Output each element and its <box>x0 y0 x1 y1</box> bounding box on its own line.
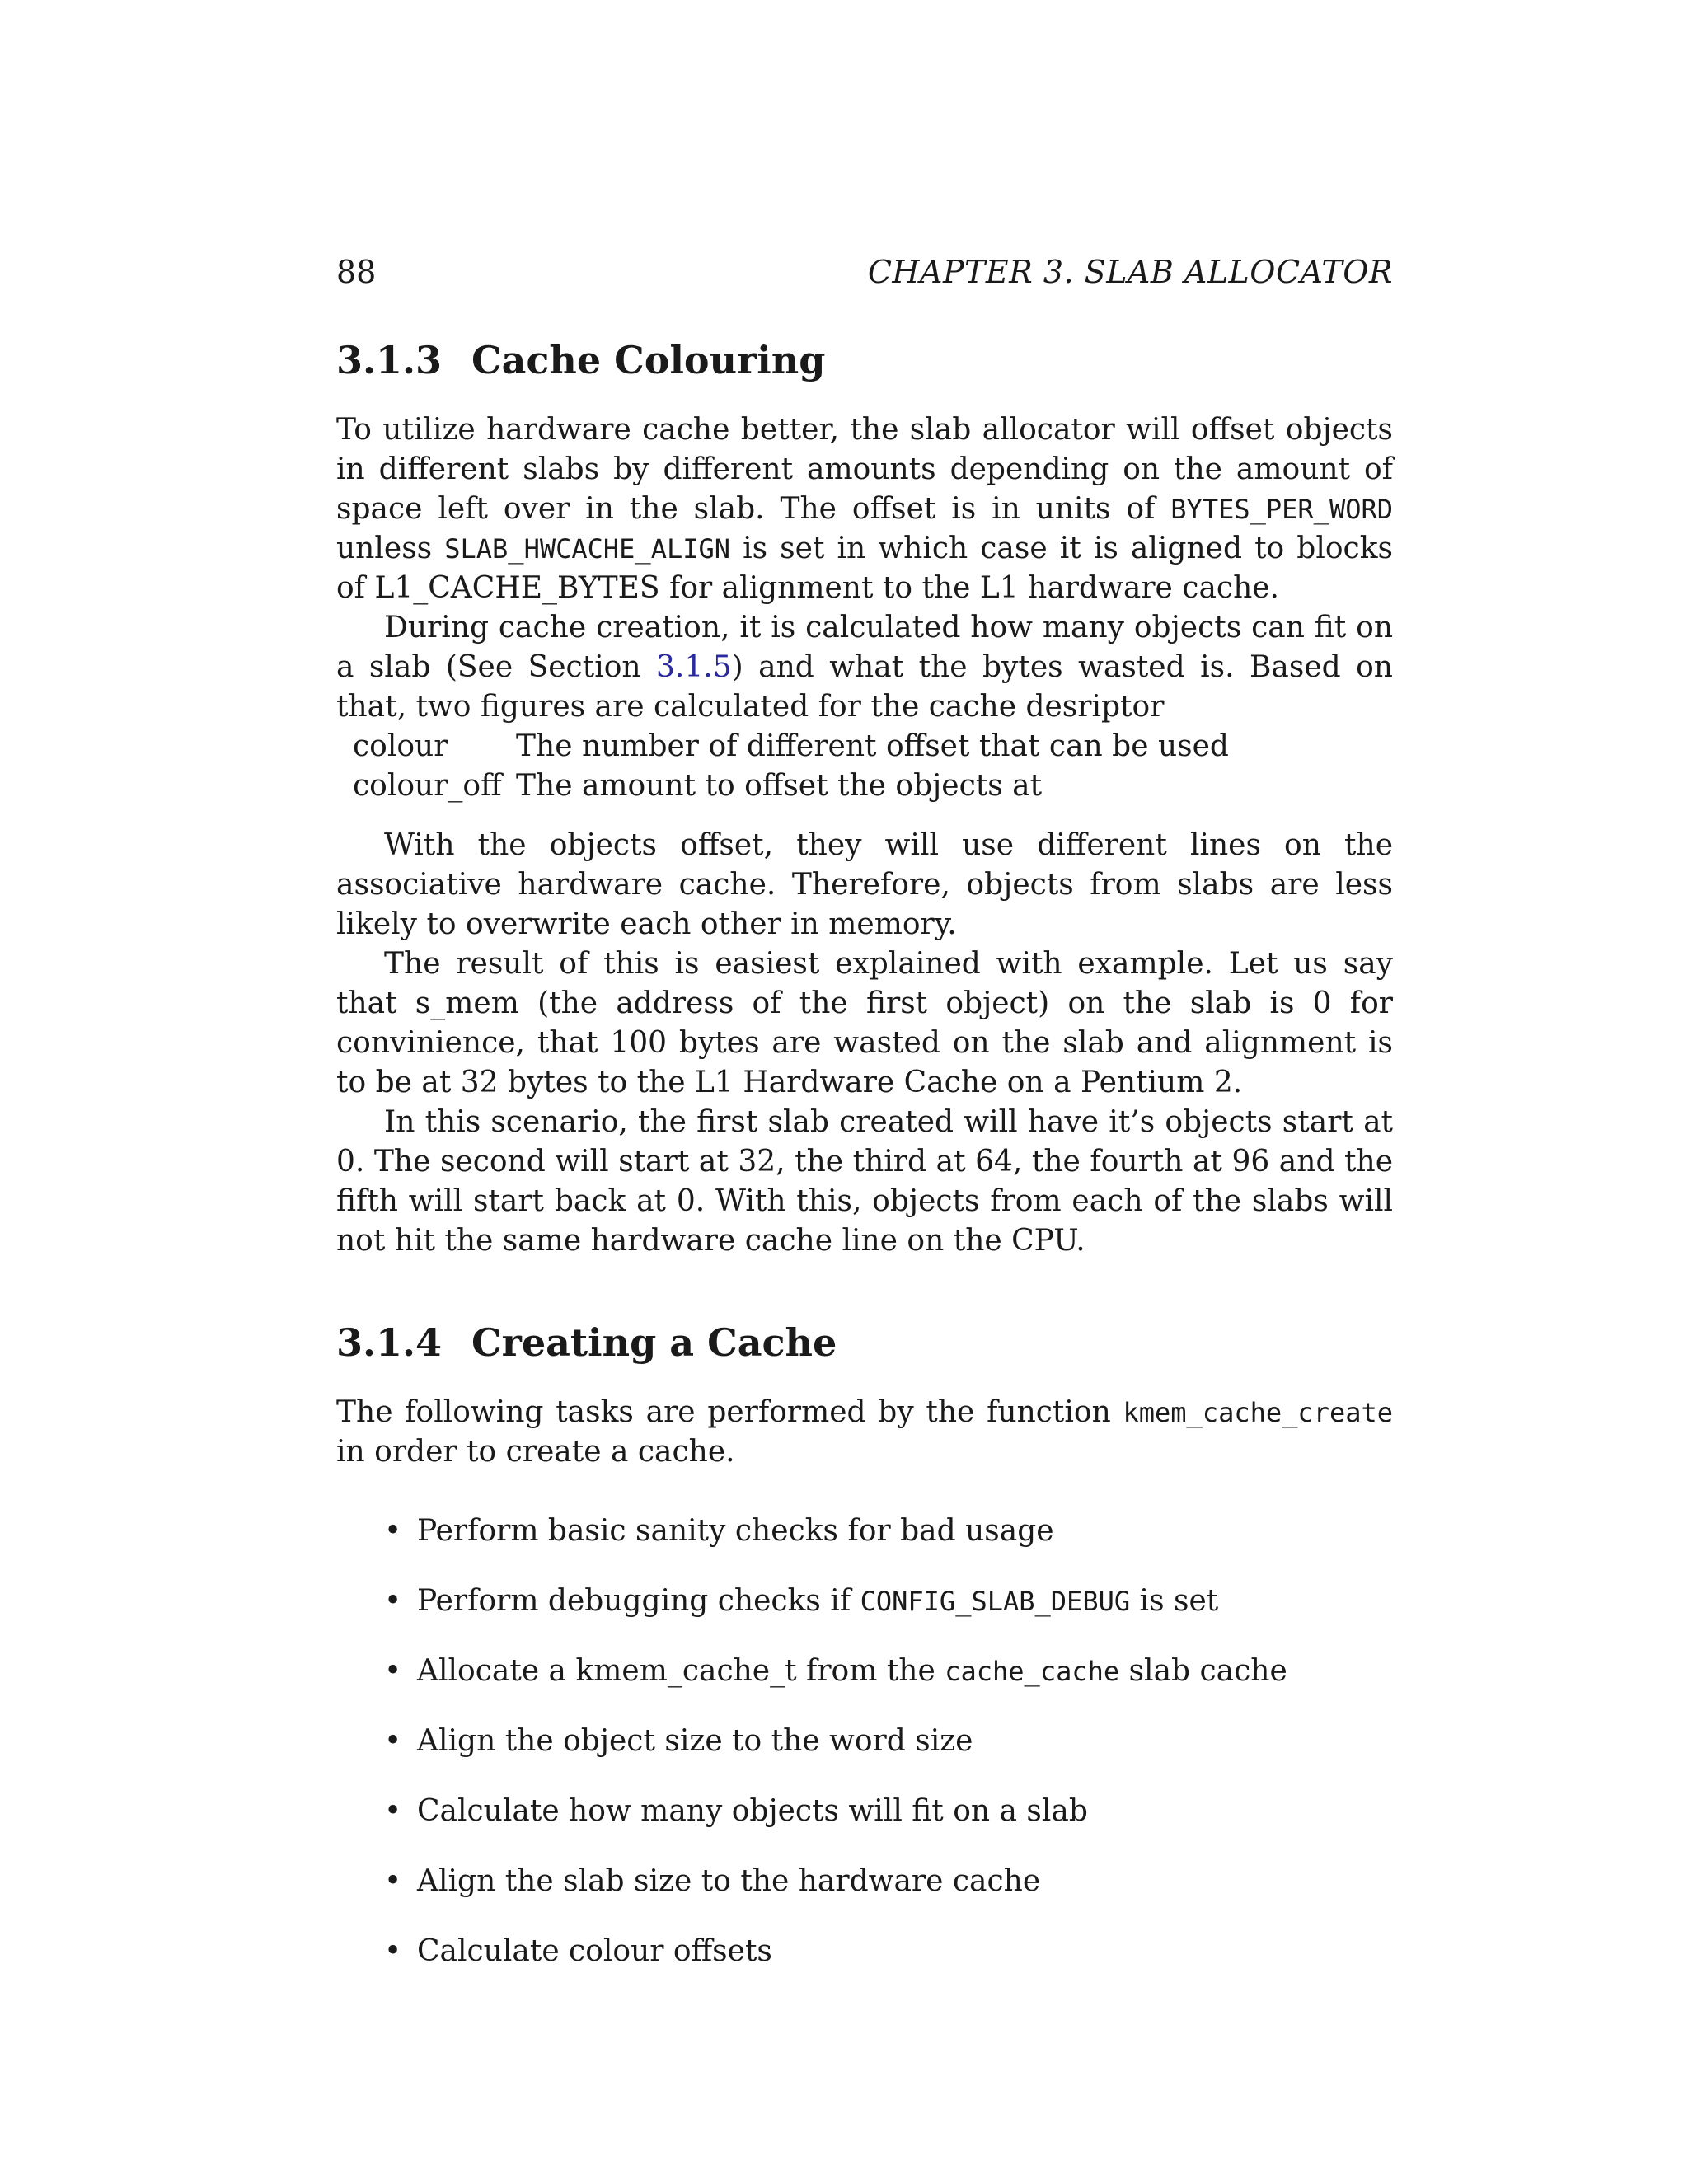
bullet-icon: • <box>384 1514 402 1548</box>
definition-row <box>353 766 1393 806</box>
code-bytes-per-word: BYTES_PER_WORD <box>1170 494 1393 525</box>
list-item: • Perform debugging checks if CONFIG_SLAB_DEBUG is set <box>384 1582 1393 1621</box>
definition-description: The amount to offset the objects at <box>516 769 1043 803</box>
paragraph: The following tasks are performed by the function kmem_cache_create in order to create a cache. <box>336 1395 1393 1469</box>
list-item: • Calculate colour offsets <box>384 1932 1393 1971</box>
list-item: • Align the object size to the word size <box>384 1722 1393 1761</box>
page-number: 88 <box>336 254 377 290</box>
bullet-icon: • <box>384 1934 402 1968</box>
section-body-creating-a-cache <box>336 1393 1393 1472</box>
paragraph: In this scenario, the first slab created will have it’s objects start at 0. The second will start at 32, the third at 64, the fourth at 96 and the fifth will start back at 0. With this, objects from each of the slabs will not hit the same hardware cache line on the CPU. <box>336 1105 1393 1258</box>
list-item: • Align the slab size to the hardware cache <box>384 1862 1393 1901</box>
section-body-cache-colouring <box>336 410 1393 727</box>
section-title: Creating a Cache <box>471 1320 837 1365</box>
section-number: 3.1.4 <box>336 1320 443 1365</box>
bullet-icon: • <box>384 1864 402 1898</box>
definition-term: colour <box>353 729 448 763</box>
code-config-slab-debug: CONFIG_SLAB_DEBUG <box>860 1586 1131 1617</box>
code-kmem-cache-create: kmem_cache_create <box>1123 1397 1393 1428</box>
definition-description: The number of different offset that can be used <box>516 729 1229 763</box>
code-cache-cache: cache_cache <box>945 1656 1120 1687</box>
section-number: 3.1.3 <box>336 338 443 382</box>
section-heading-cache-colouring <box>336 331 1393 389</box>
definition-term: colour_off <box>353 769 502 803</box>
task-list <box>336 1511 1393 1971</box>
document-page <box>336 247 1393 2002</box>
list-item: • Calculate how many objects will fit on a slab <box>384 1792 1393 1831</box>
paragraph: To utilize hardware cache better, the slab allocator will offset objects in different slabs by different amounts depending on the amount of space left over in the slab. The offset is in units of BYTES_PER_WORD unless SLAB_HWCACHE_ALIGN is set in which case it is aligned to blocks of L1_CACHE_BYTES for alignment to the L1 hardware cache. <box>336 413 1393 605</box>
list-item: • Perform basic sanity checks for bad usage <box>384 1511 1393 1551</box>
section-body-cache-colouring-continued <box>336 826 1393 1261</box>
bullet-icon: • <box>384 1654 402 1688</box>
running-header <box>336 247 1393 297</box>
paragraph: The result of this is easiest explained with example. Let us say that s_mem (the address of the first object) on the slab is 0 for convinience, that 100 bytes are wasted on the slab and alignment is to be at 32 bytes to the L1 Hardware Cache on a Pentium 2. <box>336 947 1393 1099</box>
section-title: Cache Colouring <box>471 338 826 382</box>
chapter-title: CHAPTER 3. SLAB ALLOCATOR <box>867 254 1393 290</box>
section-heading-creating-a-cache <box>336 1314 1393 1371</box>
definition-row <box>353 727 1393 766</box>
bullet-icon: • <box>384 1794 402 1828</box>
bullet-icon: • <box>384 1584 402 1618</box>
section-reference-link[interactable]: 3.1.5 <box>656 650 732 684</box>
list-item: • Allocate a kmem_cache_t from the cache_cache slab cache <box>384 1652 1393 1691</box>
paragraph: During cache creation, it is calculated how many objects can fit on a slab (See Section 3.1.5) and what the bytes wasted is. Based on that, two figures are calculated for the cache desriptor <box>336 611 1393 724</box>
paragraph: With the objects offset, they will use different lines on the associative hardware cache. Therefore, objects from slabs are less likely to overwrite each other in memory. <box>336 828 1393 941</box>
bullet-icon: • <box>384 1724 402 1758</box>
definition-list <box>353 727 1393 806</box>
code-slab-hwcache-align: SLAB_HWCACHE_ALIGN <box>444 533 731 565</box>
